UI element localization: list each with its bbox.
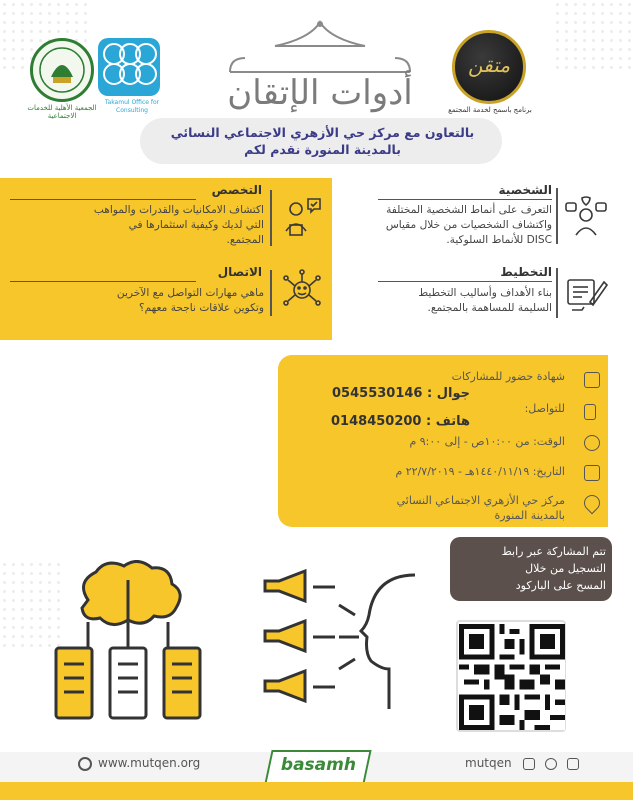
mutqen-logo-text: متقن: [467, 53, 511, 77]
social-handle[interactable]: mutqen: [465, 756, 512, 770]
mobile-number: جوال : 0545530146: [332, 386, 470, 401]
brain-network-illustration: [48, 560, 208, 725]
intro-line-1: بالتعاون مع مركز حي الأزهري الاجتماعي النسائي: [170, 125, 475, 140]
personality-body: [345, 203, 552, 248]
planning-icon: [564, 272, 608, 316]
intro-line-2: بالمدينة المنورة نقدم لكم: [244, 142, 401, 157]
partner-logo-association: [30, 38, 94, 102]
registration-line-1: تتم المشاركة عبر رابط: [501, 545, 606, 558]
calendar-icon: [584, 465, 600, 481]
divider: [556, 188, 558, 244]
specialization-title: التخصص: [211, 183, 262, 197]
location-text: [290, 493, 565, 523]
specialization-icon: [280, 195, 324, 239]
time-text: الوقت: من ١٠:٠٠ص - إلى ٩:٠٠ م: [409, 435, 565, 448]
communication-icon: [280, 268, 324, 312]
divider: [556, 268, 558, 318]
registration-qr-code[interactable]: [456, 620, 566, 732]
specialization-line-2: التي لديك وكيفية استثمارها في: [128, 219, 264, 231]
personality-line-3: DISC للأنماط السلوكية.: [446, 234, 552, 246]
specialization-line-1: اكتشاف الامكانيات والقدرات والمواهب: [93, 204, 264, 216]
divider: [378, 281, 552, 282]
planning-line-2: السليمة للمساهمة بالمجتمع.: [427, 302, 552, 314]
globe-icon: [78, 757, 92, 771]
clock-icon: [584, 435, 600, 451]
partner-left1-caption: الجمعية الأهلية للخدمات الاجتماعية: [27, 104, 97, 120]
location-line-1: مركز حي الأزهري الاجتماعي النسائي: [396, 494, 565, 507]
megaphone-head-illustration: [255, 565, 435, 725]
personality-icon: [564, 195, 608, 239]
specialization-line-3: المجتمع.: [226, 234, 264, 246]
communication-line-1: ماهي مهارات التواصل مع الآخرين: [116, 287, 264, 299]
planning-body: [345, 286, 552, 316]
mutqen-logo: [452, 30, 526, 104]
personality-title: الشخصية: [498, 183, 552, 197]
personality-line-1: التعرف على أنماط الشخصية المختلفة: [386, 204, 552, 216]
divider: [10, 199, 196, 200]
communication-line-2: وتكوين علاقات ناجحة معهم؟: [139, 302, 264, 314]
personality-line-2: واكتشاف الشخصيات من خلال مقياس: [385, 219, 552, 231]
registration-line-2: التسجيل من خلال: [525, 562, 606, 575]
phone-number: هاتف : 0148450200: [331, 414, 470, 429]
planning-line-1: بناء الأهداف وأساليب التخطيط: [418, 287, 552, 299]
communication-title: الاتصال: [217, 265, 262, 279]
divider: [270, 270, 272, 316]
instagram-icon[interactable]: [523, 758, 535, 770]
location-line-2: بالمدينة المنورة: [494, 509, 565, 522]
bottom-accent-strip: [0, 782, 633, 800]
contact-label: للتواصل:: [524, 402, 565, 415]
date-text: التاريخ: ١٤٤٠/١١/١٩هـ - ٢٢/٧/٢٠١٩ م: [395, 465, 565, 478]
page-title: أدوات الإتقان: [227, 73, 413, 113]
certificate-icon: [584, 372, 600, 388]
partner-right-caption: برنامج باسمح لخدمة المجتمع: [448, 106, 532, 114]
partner-logo-takamul: [98, 38, 160, 96]
divider: [10, 281, 196, 282]
certificate-text: شهادة حضور للمشاركات: [451, 370, 565, 383]
basamh-logo: [264, 750, 371, 784]
intro-text: [150, 124, 495, 158]
facebook-icon[interactable]: [567, 758, 579, 770]
website-link[interactable]: www.mutqen.org: [98, 756, 201, 770]
partner-left2-caption: Takamul Office for Consulting: [104, 99, 160, 114]
phone-icon: [584, 404, 596, 420]
planning-title: التخطيط: [500, 265, 552, 279]
basamh-logo-text: basamh: [280, 755, 356, 775]
registration-line-3: المسح على الباركود: [515, 579, 606, 592]
divider: [378, 199, 552, 200]
divider: [270, 190, 272, 246]
twitter-icon[interactable]: [545, 758, 557, 770]
title-block: [225, 18, 415, 118]
communication-body: [10, 286, 264, 316]
decorative-dots: [553, 0, 633, 70]
registration-text: [456, 543, 606, 594]
specialization-body: [10, 203, 264, 248]
